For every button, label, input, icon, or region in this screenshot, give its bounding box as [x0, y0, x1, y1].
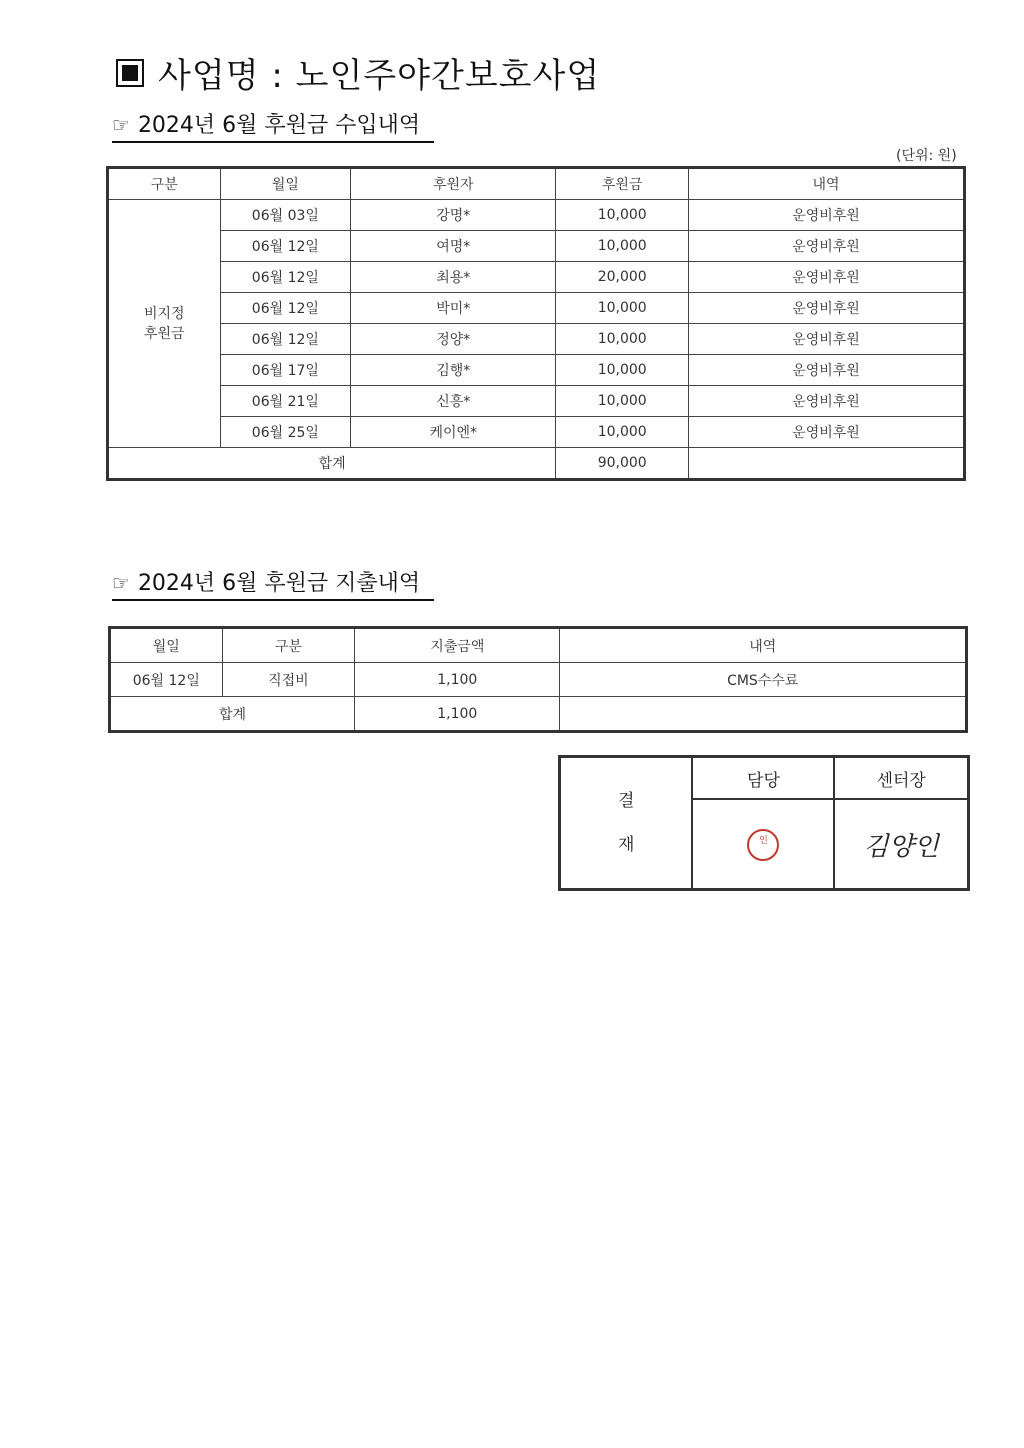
total-label: 합계: [110, 697, 355, 732]
date-cell: 06월 12일: [220, 231, 351, 262]
square-bullet-icon: [116, 59, 144, 87]
date-cell: 06월 12일: [220, 262, 351, 293]
header-cell: 후원자: [351, 168, 556, 200]
desc-cell: 운영비후원: [689, 200, 965, 231]
donor-cell: 최용*: [351, 262, 556, 293]
approval-label-top: 결: [618, 791, 635, 811]
table-header-row: [108, 168, 965, 200]
income-table: [106, 166, 966, 481]
header-cell: 내역: [560, 628, 967, 663]
pointing-hand-icon: ☞: [112, 113, 130, 137]
date-cell: 06월 21일: [220, 386, 351, 417]
table-row: [110, 663, 967, 697]
header-cell: 후원금: [556, 168, 689, 200]
amount-cell: 10,000: [556, 417, 689, 448]
date-cell: 06월 12일: [220, 324, 351, 355]
donor-cell: 김행*: [351, 355, 556, 386]
desc-cell: 운영비후원: [689, 417, 965, 448]
category-cell: 직접비: [222, 663, 355, 697]
amount-cell: 10,000: [556, 386, 689, 417]
donor-cell: 여명*: [351, 231, 556, 262]
donor-cell: 신흥*: [351, 386, 556, 417]
approval-col-director: 센터장: [834, 757, 968, 800]
amount-cell: 20,000: [556, 262, 689, 293]
donor-cell: 정양*: [351, 324, 556, 355]
table-header-row: [110, 628, 967, 663]
signature: 김양인: [863, 831, 939, 862]
header-cell: 구분: [108, 168, 221, 200]
table-row: [108, 324, 965, 355]
director-signature-cell: [834, 799, 968, 890]
category-line2: 후원금: [144, 325, 185, 342]
page-title-text: 사업명 : 노인주야간보호사업: [158, 56, 601, 96]
donor-cell: 박미*: [351, 293, 556, 324]
page-title: [116, 48, 600, 97]
header-cell: 월일: [220, 168, 351, 200]
amount-cell: 10,000: [556, 200, 689, 231]
pointing-hand-icon: ☞: [112, 571, 130, 595]
date-cell: 06월 12일: [220, 293, 351, 324]
amount-cell: 10,000: [556, 355, 689, 386]
desc-cell: 운영비후원: [689, 231, 965, 262]
amount-cell: 10,000: [556, 293, 689, 324]
desc-cell: 운영비후원: [689, 293, 965, 324]
income-heading: ☞ 2024년 6월 후원금 수입내역: [112, 108, 434, 143]
header-cell: 구분: [222, 628, 355, 663]
approval-label: [560, 757, 693, 890]
date-cell: 06월 17일: [220, 355, 351, 386]
total-desc: [560, 697, 967, 732]
amount-cell: 1,100: [355, 663, 560, 697]
approval-col-staff: 담당: [692, 757, 834, 800]
table-row: [108, 417, 965, 448]
approval-box: [558, 755, 970, 891]
total-row: [108, 448, 965, 480]
date-cell: 06월 25일: [220, 417, 351, 448]
approval-label-bottom: 재: [618, 835, 635, 855]
desc-cell: 운영비후원: [689, 324, 965, 355]
table-row: [108, 231, 965, 262]
total-amount: 90,000: [556, 448, 689, 480]
amount-cell: 10,000: [556, 231, 689, 262]
header-cell: 내역: [689, 168, 965, 200]
donor-cell: 강명*: [351, 200, 556, 231]
table-row: [108, 262, 965, 293]
category-line1: 비지정: [144, 305, 185, 322]
table-row: [108, 200, 965, 231]
total-amount: 1,100: [355, 697, 560, 732]
staff-stamp-cell: [692, 799, 834, 890]
desc-cell: 운영비후원: [689, 386, 965, 417]
expense-table: [108, 626, 968, 733]
header-cell: 지출금액: [355, 628, 560, 663]
total-desc: [689, 448, 965, 480]
total-row: [110, 697, 967, 732]
category-cell: [108, 200, 221, 448]
unit-label: (단위: 원): [896, 148, 957, 164]
seal-stamp: 인: [747, 829, 779, 861]
amount-cell: 10,000: [556, 324, 689, 355]
table-row: [108, 355, 965, 386]
header-cell: 월일: [110, 628, 223, 663]
donor-cell: 케이엔*: [351, 417, 556, 448]
table-row: [108, 293, 965, 324]
desc-cell: 운영비후원: [689, 355, 965, 386]
expense-heading: ☞ 2024년 6월 후원금 지출내역: [112, 566, 434, 601]
date-cell: 06월 12일: [110, 663, 223, 697]
total-label: 합계: [108, 448, 556, 480]
date-cell: 06월 03일: [220, 200, 351, 231]
desc-cell: 운영비후원: [689, 262, 965, 293]
table-row: [108, 386, 965, 417]
desc-cell: CMS수수료: [560, 663, 967, 697]
